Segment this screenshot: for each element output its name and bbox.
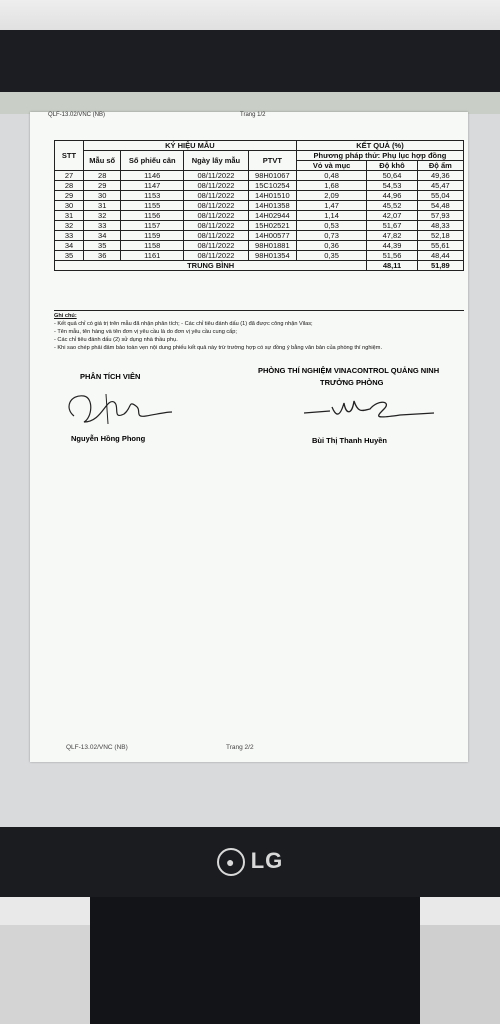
cell-moist: 55,61 xyxy=(417,241,463,251)
cell-date: 08/11/2022 xyxy=(184,211,249,221)
cell-moist: 48,44 xyxy=(417,251,463,261)
cell-husk: 0,53 xyxy=(296,221,366,231)
cell-husk: 0,48 xyxy=(296,171,366,181)
average-row xyxy=(55,261,464,271)
cell-dry: 51,67 xyxy=(367,221,417,231)
cell-dry: 54,53 xyxy=(367,181,417,191)
cell-stt: 35 xyxy=(55,251,84,261)
cell-request: 1156 xyxy=(121,211,184,221)
col-husk: Vỏ và mục xyxy=(296,161,366,171)
header-page: Trang 1/2 xyxy=(240,112,266,118)
cell-ptvt: 15H02521 xyxy=(248,221,296,231)
cell-husk: 2,09 xyxy=(296,191,366,201)
desk-right xyxy=(420,925,500,1024)
cell-stt: 29 xyxy=(55,191,84,201)
notes-title: Ghi chú: xyxy=(54,313,77,319)
footer-code: QLF-13.02/VNC (NB) xyxy=(66,744,128,751)
cell-date: 08/11/2022 xyxy=(184,241,249,251)
cell-sample: 34 xyxy=(84,231,121,241)
average-dry: 48,11 xyxy=(367,261,417,271)
cell-sample: 29 xyxy=(84,181,121,191)
cell-request: 1146 xyxy=(121,171,184,181)
cell-moist: 54,48 xyxy=(417,201,463,211)
cell-dry: 44,96 xyxy=(367,191,417,201)
analyst-name: Nguyễn Hồng Phong xyxy=(71,434,146,443)
cell-request: 1155 xyxy=(121,201,184,211)
cell-moist: 52,18 xyxy=(417,231,463,241)
header-code: QLF-13.02/VNC (NB) xyxy=(48,112,106,118)
head-signature xyxy=(300,393,440,423)
cell-date: 08/11/2022 xyxy=(184,201,249,211)
col-ptvt: PTVT xyxy=(248,151,296,171)
cell-husk: 0,73 xyxy=(296,231,366,241)
cell-date: 08/11/2022 xyxy=(184,181,249,191)
note-line: - Các chỉ tiêu đánh dấu (2) sử dụng nhà thầu phụ. xyxy=(54,337,178,343)
cell-husk: 1,68 xyxy=(296,181,366,191)
sample-group-header: KÝ HIỆU MẪU xyxy=(84,141,297,151)
notes-section xyxy=(54,310,464,352)
cell-dry: 42,07 xyxy=(367,211,417,221)
cell-date: 08/11/2022 xyxy=(184,171,249,181)
col-sampling-date: Ngày lấy mẫu xyxy=(184,151,249,171)
cell-stt: 32 xyxy=(55,221,84,231)
viewer-toolbar xyxy=(0,92,500,114)
cell-date: 08/11/2022 xyxy=(184,221,249,231)
monitor-top-bezel xyxy=(0,30,500,92)
cell-moist: 48,33 xyxy=(417,221,463,231)
col-request-no: Số phiếu cân xyxy=(121,151,184,171)
table-row xyxy=(55,211,464,221)
desk-left xyxy=(0,925,90,1024)
table-row xyxy=(55,201,464,211)
lg-logo xyxy=(0,848,500,876)
cell-stt: 30 xyxy=(55,201,84,211)
lg-logo-icon: ● xyxy=(217,848,245,876)
cell-stt: 27 xyxy=(55,171,84,181)
cell-request: 1161 xyxy=(121,251,184,261)
table-row xyxy=(55,191,464,201)
analyst-title: PHÂN TÍCH VIÊN xyxy=(80,372,141,381)
brand-name: LG xyxy=(250,848,284,873)
cell-sample: 33 xyxy=(84,221,121,231)
cell-dry: 45,52 xyxy=(367,201,417,211)
cell-date: 08/11/2022 xyxy=(184,231,249,241)
cell-dry: 50,64 xyxy=(367,171,417,181)
cell-sample: 35 xyxy=(84,241,121,251)
cell-sample: 36 xyxy=(84,251,121,261)
average-moist: 51,89 xyxy=(417,261,463,271)
cell-moist: 45,47 xyxy=(417,181,463,191)
table-row xyxy=(55,181,464,191)
cell-request: 1147 xyxy=(121,181,184,191)
head-title: TRƯỞNG PHÒNG xyxy=(320,378,384,387)
cell-sample: 31 xyxy=(84,201,121,211)
table-row xyxy=(55,221,464,231)
col-sample-no: Mẫu số xyxy=(84,151,121,171)
cell-ptvt: 14H00577 xyxy=(248,231,296,241)
cell-husk: 0,35 xyxy=(296,251,366,261)
cell-husk: 1,47 xyxy=(296,201,366,211)
cell-ptvt: 14H01358 xyxy=(248,201,296,211)
cell-ptvt: 14H01510 xyxy=(248,191,296,201)
cell-request: 1159 xyxy=(121,231,184,241)
cell-dry: 51,56 xyxy=(367,251,417,261)
cell-moist: 57,93 xyxy=(417,211,463,221)
head-name: Bùi Thị Thanh Huyền xyxy=(312,436,387,445)
method-header: Phương pháp thử: Phụ lục hợp đồng xyxy=(296,151,463,161)
cell-stt: 34 xyxy=(55,241,84,251)
cell-date: 08/11/2022 xyxy=(184,251,249,261)
table-row xyxy=(55,231,464,241)
cell-stt: 31 xyxy=(55,211,84,221)
cell-husk: 1,14 xyxy=(296,211,366,221)
note-line: - Kết quả chỉ có giá trị trên mẫu đã nhận phân tích; - Các chỉ tiêu đánh dấu (1) đã được công nhận Vilas; xyxy=(54,321,313,327)
cell-stt: 28 xyxy=(55,181,84,191)
cell-dry: 44,39 xyxy=(367,241,417,251)
cell-request: 1158 xyxy=(121,241,184,251)
note-line: - Tên mẫu, tên hàng và tên đơn vị yêu cầu là do đơn vị yêu cầu cung cấp; xyxy=(54,329,237,335)
cell-ptvt: 14H02944 xyxy=(248,211,296,221)
table-row xyxy=(55,251,464,261)
cell-request: 1157 xyxy=(121,221,184,231)
cell-ptvt: 98H01881 xyxy=(248,241,296,251)
table-row xyxy=(55,171,464,181)
cell-date: 08/11/2022 xyxy=(184,191,249,201)
cell-sample: 28 xyxy=(84,171,121,181)
cell-ptvt: 98H01067 xyxy=(248,171,296,181)
results-table xyxy=(54,140,464,271)
note-line: - Khi sao chép phải đảm bảo toàn vẹn nội dung phiếu kết quả này trừ trường hợp có sự đồng ý bằng văn bản của phòng thí nghiệm. xyxy=(54,345,382,351)
analyst-signature xyxy=(62,388,177,433)
col-stt: STT xyxy=(55,141,84,171)
cell-moist: 49,36 xyxy=(417,171,463,181)
cell-request: 1153 xyxy=(121,191,184,201)
footer-page-number: Trang 2/2 xyxy=(226,744,254,751)
cell-ptvt: 15C10254 xyxy=(248,181,296,191)
cell-stt: 33 xyxy=(55,231,84,241)
cell-husk: 0,36 xyxy=(296,241,366,251)
table-row xyxy=(55,241,464,251)
cell-sample: 32 xyxy=(84,211,121,221)
monitor-stand xyxy=(90,897,420,1024)
cell-sample: 30 xyxy=(84,191,121,201)
cell-moist: 55,04 xyxy=(417,191,463,201)
col-dryness: Độ khô xyxy=(367,161,417,171)
lab-name: PHÒNG THÍ NGHIỆM VINACONTROL QUẢNG NINH xyxy=(258,366,440,375)
result-group-header: KẾT QUẢ (%) xyxy=(296,141,463,151)
cell-dry: 47,82 xyxy=(367,231,417,241)
average-label: TRUNG BÌNH xyxy=(55,261,367,271)
col-moisture: Độ ẩm xyxy=(417,161,463,171)
cell-ptvt: 98H01354 xyxy=(248,251,296,261)
